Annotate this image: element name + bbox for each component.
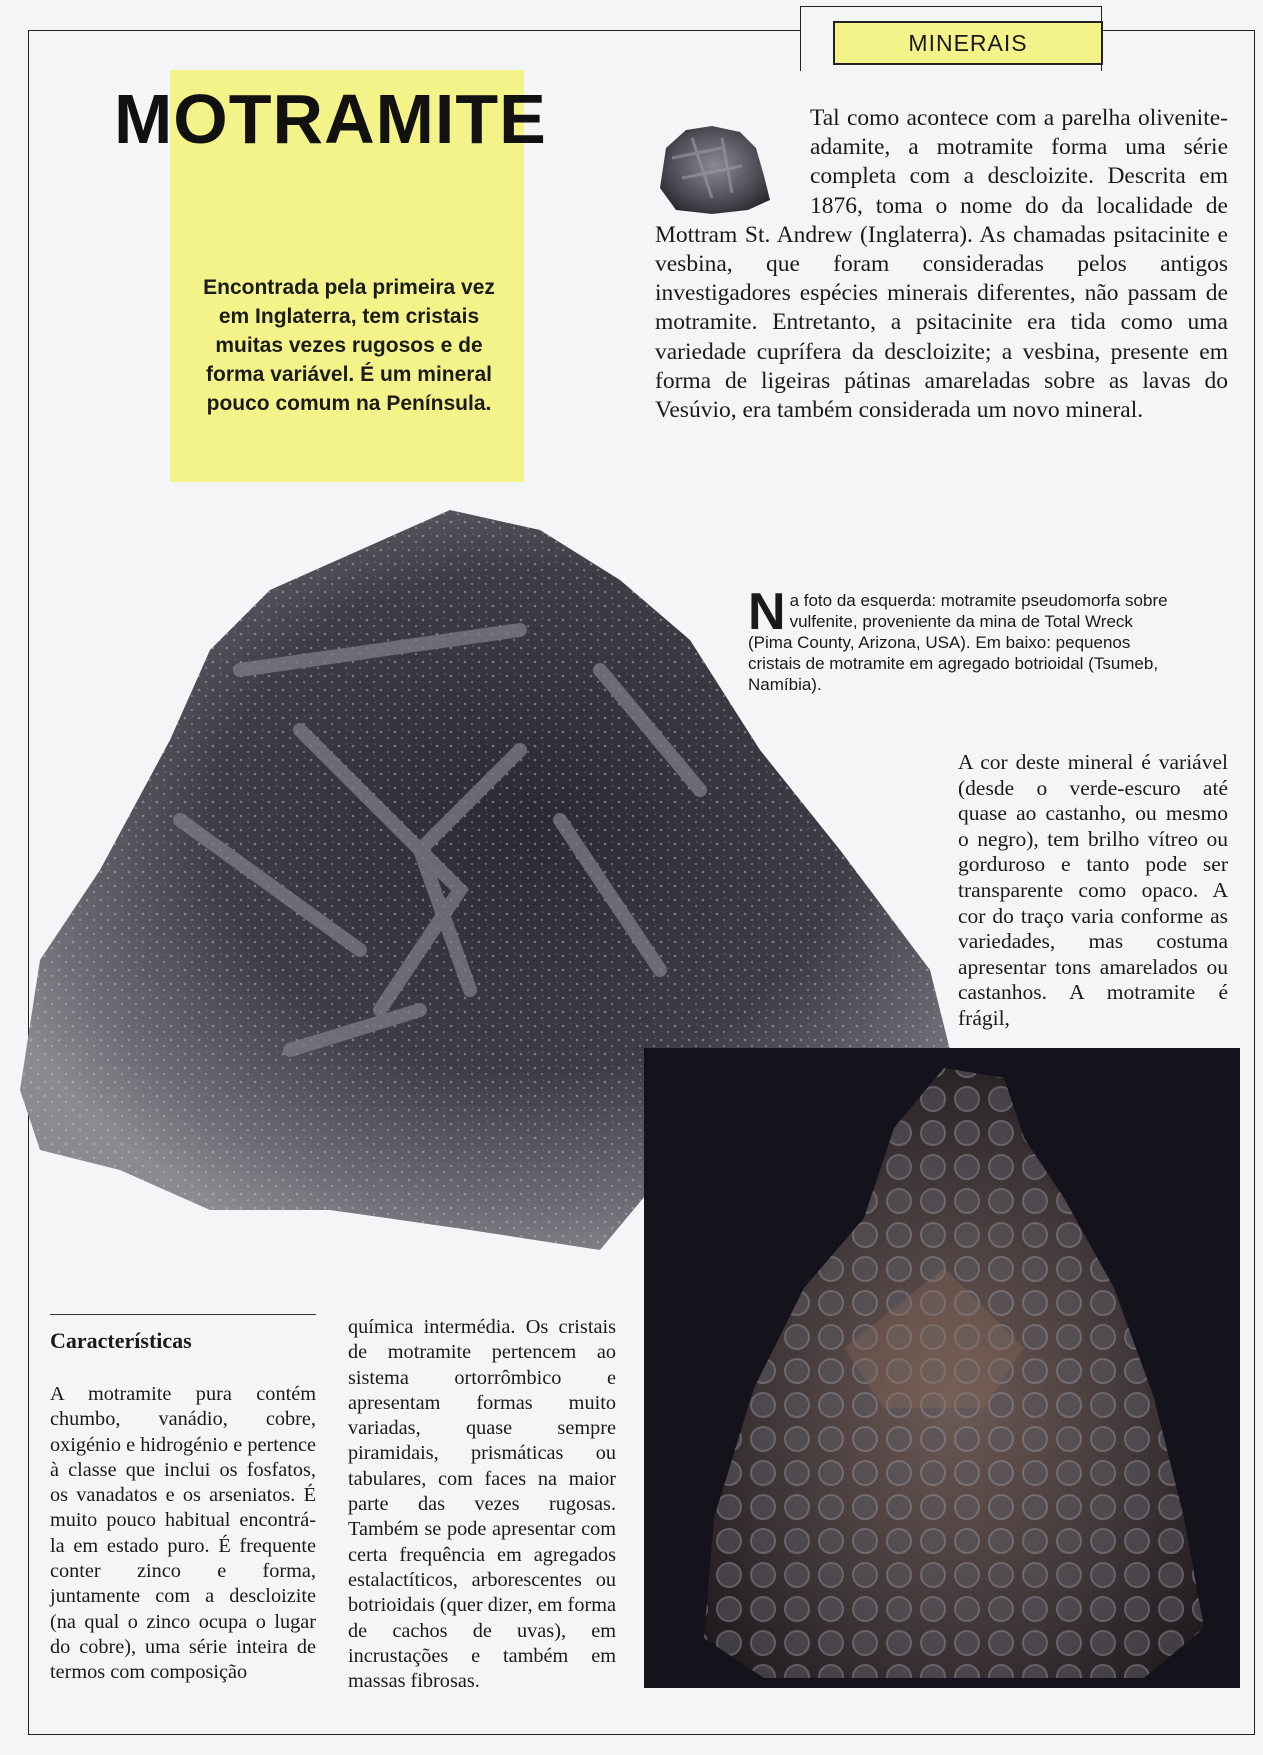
botryoidal-motramite-photo: [644, 1048, 1240, 1688]
body-paragraph-1: [655, 104, 1228, 425]
body-paragraph-2: A cor deste mineral é variável (desde o verde-escuro até quase ao castanho, ou mesmo o negro), tem brilho vítreo ou gorduroso e tanto pode ser transparente como opaco. A cor do traço varia conforme as variedades, mas costuma apresentar tons amarelados ou castanhos. A motramite é frágil,: [958, 750, 1228, 1030]
characteristics-heading: Características: [50, 1328, 192, 1353]
photo-caption: [748, 583, 1168, 695]
characteristics-column-1: A motramite pura contém chumbo, vanádio, cobre, oxigénio e hidrogénio e pertence à classe que inclui os fosfatos, os vanadatos e os arseniatos. É muito pouco habitual encontrá-la em estado puro. É frequente conter zinco e forma, juntamente com a descloizite (na qual o zinco ocupa o lugar do cobre), uma série inteira de termos com composição: [50, 1383, 316, 1684]
characteristics-column-2: química intermédia. Os cristais de motramite pertencem ao sistema ortorrômbico e apresentam formas muito variadas, quase sempre piramidais, prismáticas ou tabulares, com faces na maior parte das vezes rugosas. Também se pode apresentar com certa frequência em agregados estalactíticos, arborescentes ou botrioidais (quer dizer, em forma de cachos de uvas), em incrustações e também em massas fibrosas.: [348, 1316, 616, 1693]
page-title: MOTRAMITE: [114, 80, 547, 158]
intro-text: Encontrada pela primeira vez em Inglaterra, tem cristais muitas vezes rugosos e de forma variável. É um mineral pouco comum na Península.: [203, 276, 495, 415]
caption-dropcap: N: [748, 583, 786, 641]
section-divider: [50, 1314, 316, 1315]
section-tab: MINERAIS: [833, 21, 1103, 65]
caption-text: a foto da esquerda: motramite pseudomorfa sobre vulfenite, proveniente da mina de Total Wreck (Pima County, Arizona, USA). Em baixo: pequenos cristais de motramite em agregado botrioidal (Tsumeb, Namíbia).: [748, 591, 1168, 694]
body-paragraph-1-text: Tal como acontece com a parelha olivenite-adamite, a motramite forma uma série completa com a descloizite. Descrita em 1876, toma o nome do da localidade de Mottram St. Andrew (Inglaterra). As chamadas psitacinite e vesbina, que foram consideradas pelos antigos investigadores espécies minerais diferentes, não passam de motramite. Entretanto, a psitacinite era tida como uma variedade cuprífera da descloizite; a vesbina, presente em forma de ligeiras pátinas amareladas sobre as lavas do Vesúvio, era também considerada um novo mineral.: [655, 105, 1228, 424]
